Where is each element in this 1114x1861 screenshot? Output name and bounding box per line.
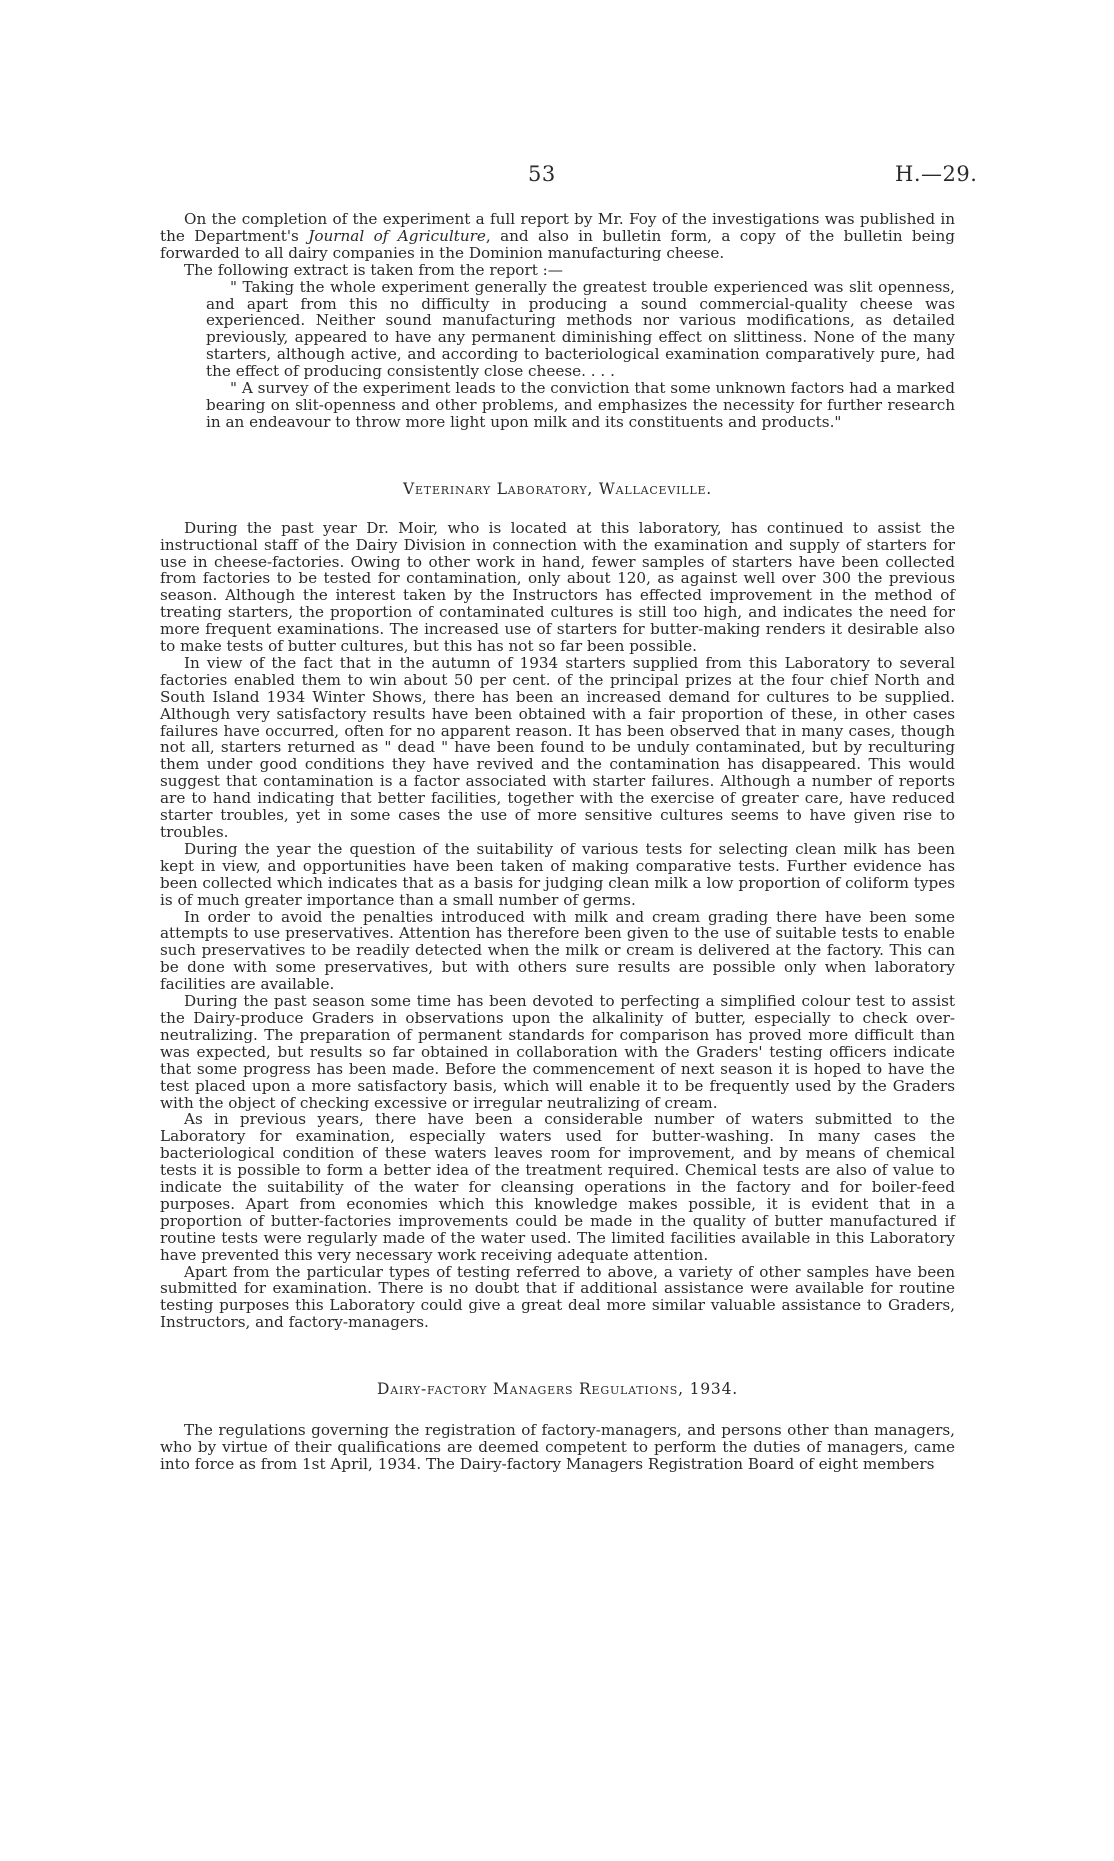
body-paragraph: During the past season some time has been devoted to perfecting a simplified colour test to assist the Dairy-produce Graders in observations upon the alkalinity of butter, especially to check over-neutralizing. The preparation of permanent standards for comparison has proved more difficult than was expected, but results so far obtained in collaboration with the Graders' testing officers indicate that some progress has been made. Before the commencement of next season it is hoped to have the test placed upon a more satisfactory basis, which will enable it to be frequently used by the Graders with the object of checking excessive or irregular neutralizing of cream. bbox=[160, 992, 955, 1112]
body-paragraph: In order to avoid the penalties introduced with milk and cream grading there have been some attempts to use preservatives. Attention has therefore been given to the use of suitable tests to enable such preservatives to be readily detected when the milk or cream is delivered at the factory. This can be done with some preservatives, but with others sure results are possible only when laboratory facilities are available. bbox=[160, 907, 955, 994]
report-extract bbox=[206, 279, 955, 431]
body-paragraph: Apart from the particular types of testing referred to above, a variety of other samples have been submitted for examination. There is no doubt that if additional assistance were available for routine testing purposes this Laboratory could give a great deal more similar valuable assistance to Graders, Instructors, and factory-managers. bbox=[160, 1262, 955, 1332]
page-number: 53 bbox=[528, 162, 556, 186]
body-paragraph: As in previous years, there have been a considerable number of waters submitted to the Laboratory for examination, especially waters used for butter-washing. In many cases the bacteriological condition of these waters leaves room for improvement, and by means of chemical tests it is possible to form a better idea of the treatment required. Chemical tests are also of value to indicate the suitability of the water for cleansing operations in the factory and for boiler-feed purposes. Apart from economies which this knowledge makes possible, it is evident that in a proportion of butter-factories improvements could be made in the quality of butter manufactured if routine tests were regularly made of the water used. The limited facilities available in this Laboratory have prevented this very necessary work receiving adequate attention. bbox=[160, 1110, 955, 1264]
document-body bbox=[160, 211, 955, 1473]
quote-paragraph: " A survey of the experiment leads to the conviction that some unknown factors had a marked bearing on slit-openness and other problems, and emphasizes the necessity for further research in an endeavour to throw more light upon milk and its constituents and products." bbox=[206, 379, 955, 431]
intro-text-end: , and also in bulletin form, a copy of the bulletin being forwarded to all dairy companies in the Dominion manufacturing cheese. bbox=[160, 226, 956, 262]
veterinary-laboratory-heading: Veterinary Laboratory, Wallaceville. bbox=[402, 479, 713, 498]
veterinary-laboratory-section bbox=[160, 520, 955, 1332]
intro-paragraph bbox=[160, 211, 955, 262]
managers-regulations-heading: Dairy-factory Managers Regulations, 1934. bbox=[377, 1380, 738, 1399]
journal-title: Journal of Agriculture bbox=[308, 226, 486, 245]
body-paragraph: During the past year Dr. Moir, who is located at this laboratory, has continued to assist the instructional staff of the Dairy Division in connection with the examination and supply of starters for use in cheese-factories. Owing to other work in hand, fewer samples of starters have been collected from factories to be tested for contamination, only about 120, as against well over 300 the previous season. Although the interest taken by the Instructors has effected improvement in the method of treating starters, the proportion of contaminated cultures is still too high, and indicates the need for more frequent examinations. The increased use of starters for butter-making renders it desirable also to make tests of butter cultures, but this has not so far been possible. bbox=[160, 518, 955, 656]
intro-text-start: On the completion of the experiment a full report by Mr. Foy of the investigations was published in the Department's bbox=[160, 210, 955, 245]
extract-intro: The following extract is taken from the report :— bbox=[184, 260, 563, 279]
body-paragraph: In view of the fact that in the autumn of 1934 starters supplied from this Laboratory to several factories enabled them to win about 50 per cent. of the principal prizes at the four chief North and South Island 1934 Winter Shows, there has been an increased demand for cultures to be supplied. Although very satisfactory results have been obtained with a fair proportion of these, in other cases failures have occurred, often for no apparent reason. It has been observed that in many cases, though not all, starters returned as " dead " have been found to be unduly contaminated, but by reculturing them under good conditions they have revived and the contamination has disappeared. This would suggest that contamination is a factor associated with starter failures. Although a number of reports are to hand indicating that better facilities, together with the exercise of greater care, have reduced starter troubles, yet in some cases the use of more sensitive cultures seems to have given rise to troubles. bbox=[160, 653, 955, 841]
quote-paragraph: " Taking the whole experiment generally the greatest trouble experienced was slit openness, and apart from this no difficulty in producing a sound commercial-quality cheese was experienced. Neither sound manufacturing methods nor various modifications, as detailed previously, appeared to have any permanent diminishing effect on slittiness. None of the many starters, although active, and according to bacteriological examination comparatively pure, had the effect of producing consistently close cheese. . . . bbox=[206, 277, 955, 381]
body-paragraph: During the year the question of the suitability of various tests for selecting clean milk has been kept in view, and opportunities have been taken of making comparative tests. Further evidence has been collected which indicates that as a basis for judging clean milk a low proportion of coliform types is of much greater importance than a small number of germs. bbox=[160, 839, 955, 909]
report-code: H.—29. bbox=[895, 162, 978, 186]
body-paragraph: The regulations governing the registration of factory-managers, and persons other than managers, who by virtue of their qualifications are deemed competent to perform the duties of managers, came into force as from 1st April, 1934. The Dairy-factory Managers Registration Board of eight members bbox=[160, 1421, 955, 1473]
